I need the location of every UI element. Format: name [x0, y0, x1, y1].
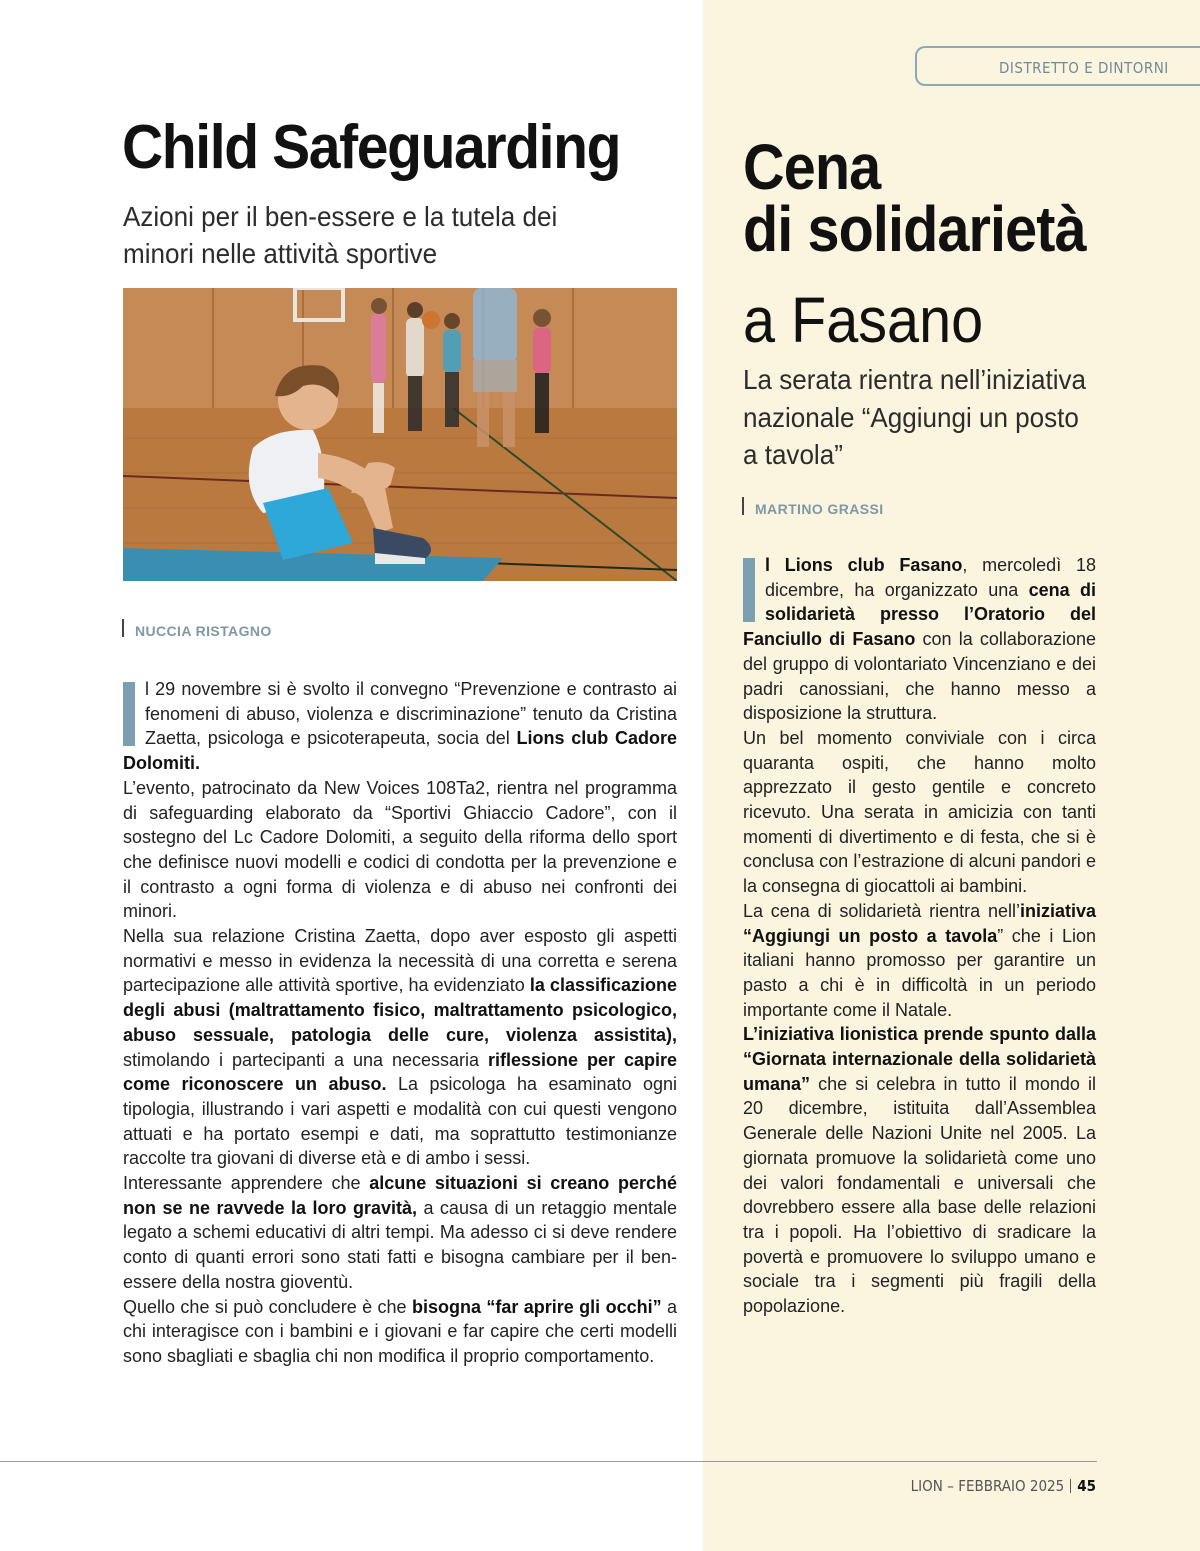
right-article-body — [743, 553, 1096, 1319]
title-line-1: Cena — [743, 131, 881, 203]
paragraph: L’iniziativa lionistica prende spunto dalla “Giornata internazionale della solidarietà umana” che si celebra in tutto il mondo il 20 dicembre, istituita dall’Assemblea Generale delle Nazioni Unite nel 2005. La giornata promuove la solidarietà come uno dei valori fondamentali e universali che dovrebbero essere alla base delle relazioni tra i popoli. Ha l’obiettivo di sradicare la povertà e promuovere lo sviluppo umano e sociale tra i segmenti più fragili della popolazione. — [743, 1024, 1096, 1317]
paragraph: Un bel momento conviviale con i circa quaranta ospiti, che hanno molto apprezzato il gesto gentile e concreto ricevuto. Una serata in amicizia con tanti momenti di divertimento e di festa, che si è conclusa con l’estrazione di alcuni pandori e la consegna di giocattoli ai bambini. — [743, 727, 1096, 897]
title-line-3: a Fasano — [743, 284, 984, 356]
footer-rule — [0, 1461, 1097, 1462]
page-number: 45 — [1077, 1477, 1096, 1495]
left-article-subtitle: Azioni per il ben-essere e la tutela dei minori nelle attività sportive — [123, 201, 558, 269]
paragraph: Quello che si può concludere è che bisogna “far aprire gli occhi” a chi interagisce con i bambini e i giovani e far capire che certi modelli sono sbagliati e sbaglia chi non modifica il proprio comportamento. — [123, 1296, 677, 1366]
paragraph: l Lions club Fasano, mercoledì 18 dicembre, ha organizzato una cena di solidarietà presso l’Oratorio del Fanciullo di Fasano con la collaborazione del gruppo di volontariato Vincenziano e dei padri canossiani, che hanno messo a disposizione la struttura. — [743, 555, 1096, 724]
publication-label: LION – FEBBRAIO 2025 — [910, 1477, 1065, 1495]
photo-children-gym — [123, 288, 677, 581]
paragraph: L’evento, patrocinato da New Voices 108Ta2, rientra nel programma di safeguarding elaborato da “Sportivi Ghiaccio Cadore”, con il sostegno del Lc Cadore Dolomiti, a seguito della riforma dello sport che definisce nuovi modelli e codici di condotta per la prevenzione e il contrasto a ogni forma di violenza e di abuso nei confronti dei minori. — [123, 777, 677, 922]
page-footer — [911, 1477, 1096, 1495]
right-article-title — [743, 131, 1086, 265]
left-article-author: NUCCIA RISTAGNO — [135, 623, 272, 639]
footer-separator — [1070, 1479, 1071, 1493]
paragraph: Interessante apprendere che alcune situazioni si creano perché non se ne ravvede la loro gravità, a causa di un retaggio mentale legato a schemi educativi di altri tempi. Ma adesso ci si deve rendere conto di quanti errori sono stati fatti e bisogna cambiare per il ben-essere della nostra gioventù. — [123, 1173, 677, 1292]
section-label: DISTRETTO E DINTORNI — [999, 59, 1169, 77]
left-article-title: Child Safeguarding — [122, 113, 621, 182]
right-article-author: MARTINO GRASSI — [755, 501, 884, 517]
title-line-2: di solidarietà — [743, 193, 1086, 265]
paragraph: Nella sua relazione Cristina Zaetta, dopo aver esposto gli aspetti normativi e messo in evidenza la necessità di una corretta e serena partecipazione alle attività sportive, ha evidenziato la classificazione degli abusi (maltrattamento fisico, maltrattamento psicologico, abuso sessuale, patologia delle cure, violenza assistita), stimolando i partecipanti a una necessaria riflessione per capire come riconoscere un abuso. La psicologa ha esaminato ogni tipologia, illustrando i vari aspetti e modalità con cui questi vengono attuati e ha portato esempi e dati, ma soprattutto testimonianze raccolte tra giovani di diverse età e di ambo i sessi. — [123, 926, 678, 1169]
left-article-body — [123, 677, 677, 1369]
right-article-subtitle: La serata rientra nell’iniziativa nazionale “Aggiungi un posto a tavola” — [743, 364, 1087, 470]
photo-illustration — [123, 288, 677, 581]
paragraph: l 29 novembre si è svolto il convegno “Prevenzione e contrasto ai fenomeni di abuso, violenza e discriminazione” tenuto da Cristina Zaetta, psicologa e psicoterapeuta, socia del Lions club Cadore Dolomiti. — [123, 679, 677, 774]
drop-cap-bar — [123, 682, 135, 746]
section-tab — [915, 46, 1200, 86]
paragraph: La cena di solidarietà rientra nell’iniziativa “Aggiungi un posto a tavola” che i Lion italiani hanno promosso per garantire un pasto a chi è in difficoltà in un periodo importante come il Natale. — [743, 900, 1096, 1020]
drop-cap-bar — [743, 558, 755, 622]
